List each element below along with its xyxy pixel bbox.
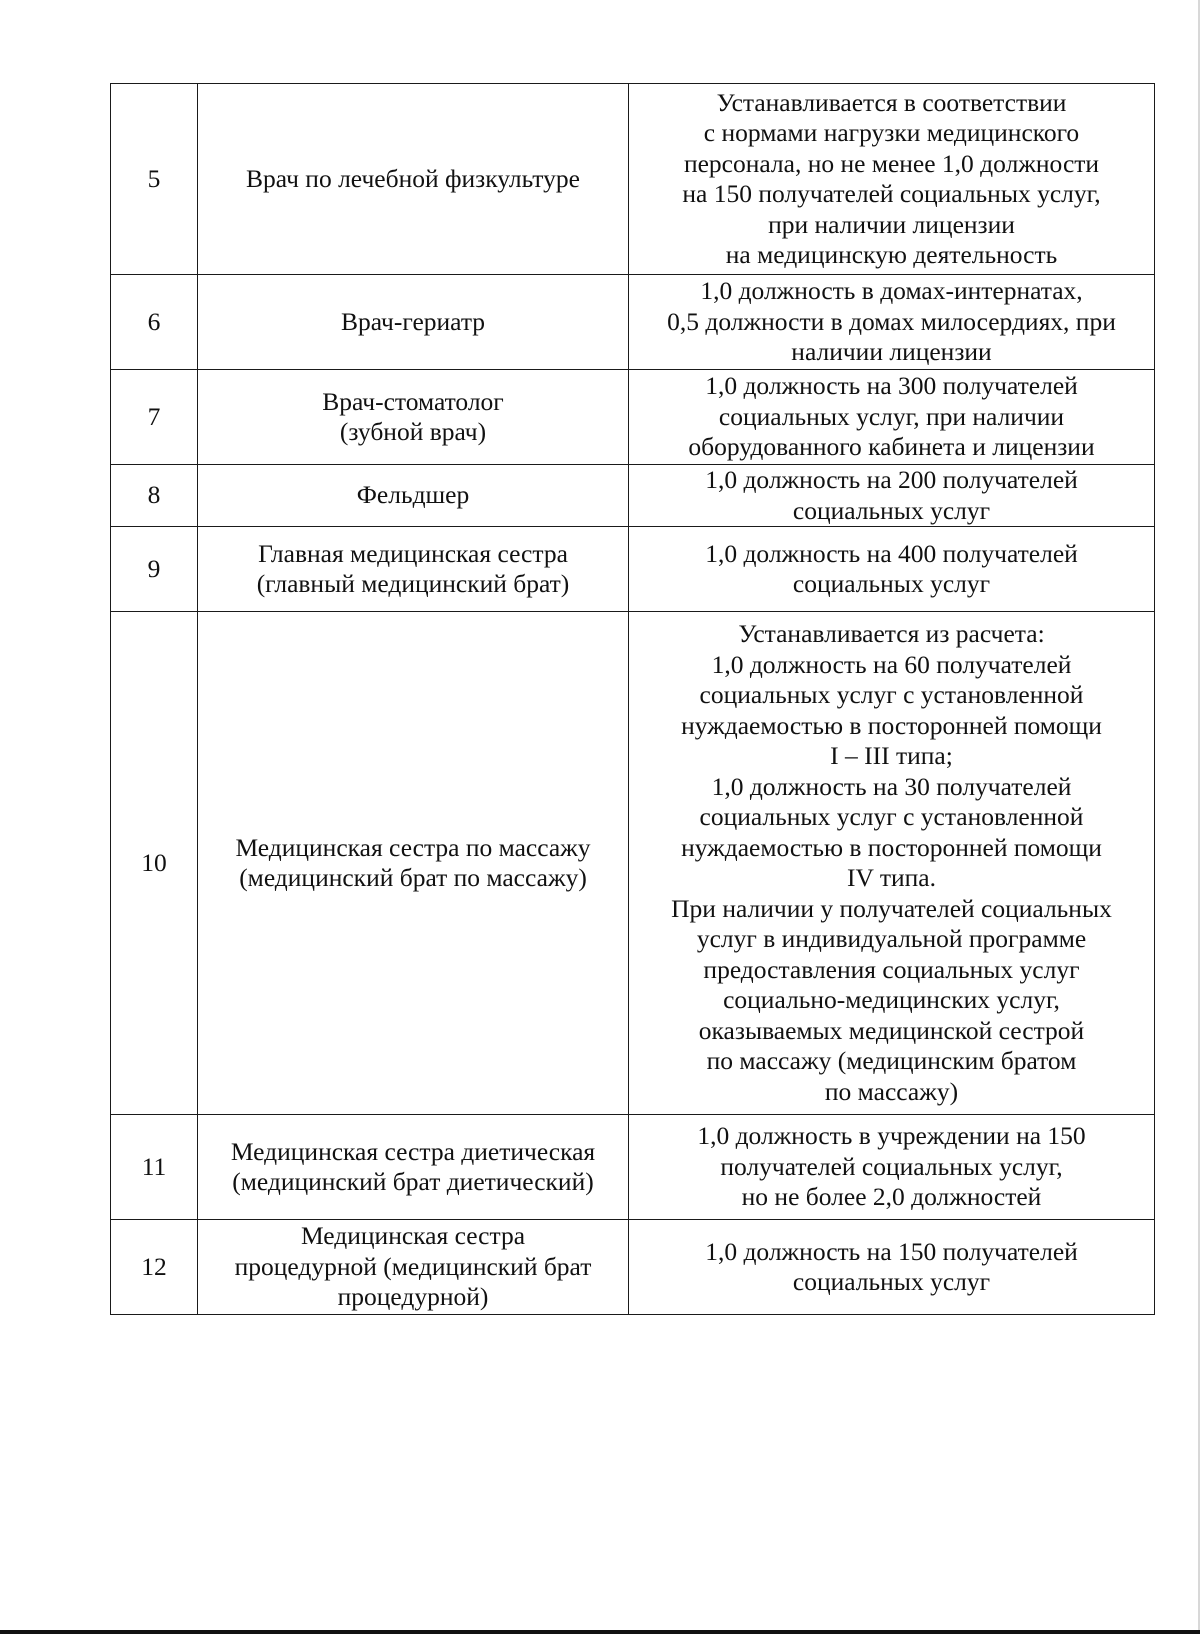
table-row	[111, 275, 1155, 370]
staffing-norm: 1,0 должность на 200 получателей социальных услуг	[629, 465, 1155, 527]
row-number: 7	[111, 370, 198, 465]
position-title: Фельдшер	[198, 465, 629, 527]
table-row	[111, 370, 1155, 465]
staffing-norms-table	[110, 83, 1155, 1315]
position-title: Врач-стоматолог (зубной врач)	[198, 370, 629, 465]
table-row	[111, 1220, 1155, 1315]
position-title: Медицинская сестра диетическая (медицинский брат диетический)	[198, 1115, 629, 1220]
position-title: Врач-гериатр	[198, 275, 629, 370]
row-number: 8	[111, 465, 198, 527]
position-title: Медицинская сестра по массажу (медицинский брат по массажу)	[198, 612, 629, 1115]
scan-bottom-edge	[0, 1630, 1200, 1634]
staffing-norm: Устанавливается в соответствии с нормами нагрузки медицинского персонала, но не менее 1,0 должности на 150 получателей социальных услуг, при наличии лицензии на медицинскую деятельность	[629, 84, 1155, 275]
staffing-norm: 1,0 должность на 400 получателей социальных услуг	[629, 527, 1155, 612]
position-title: Медицинская сестра процедурной (медицинский брат процедурной)	[198, 1220, 629, 1315]
staffing-norm: Устанавливается из расчета: 1,0 должность на 60 получателей социальных услуг с установленной нуждаемостью в посторонней помощи I – III типа; 1,0 должность на 30 получателей социальных услуг с установленной нуждаемостью в посторонней помощи IV типа. При наличии у получателей социальных услуг в индивидуальной программе предоставления социальных услуг социально-медицинских услуг, оказываемых медицинской сестрой по массажу (медицинским братом по массажу)	[629, 612, 1155, 1115]
position-title: Врач по лечебной физкультуре	[198, 84, 629, 275]
row-number: 10	[111, 612, 198, 1115]
row-number: 9	[111, 527, 198, 612]
staffing-norm: 1,0 должность на 300 получателей социальных услуг, при наличии оборудованного кабинета и лицензии	[629, 370, 1155, 465]
row-number: 6	[111, 275, 198, 370]
table-row	[111, 612, 1155, 1115]
row-number: 5	[111, 84, 198, 275]
row-number: 12	[111, 1220, 198, 1315]
position-title: Главная медицинская сестра (главный медицинский брат)	[198, 527, 629, 612]
table-row	[111, 84, 1155, 275]
table-row	[111, 527, 1155, 612]
staffing-norm: 1,0 должность в учреждении на 150 получателей социальных услуг, но не более 2,0 должностей	[629, 1115, 1155, 1220]
table-row	[111, 465, 1155, 527]
table-row	[111, 1115, 1155, 1220]
staffing-norm: 1,0 должность в домах-интернатах, 0,5 должности в домах милосердиях, при наличии лицензии	[629, 275, 1155, 370]
row-number: 11	[111, 1115, 198, 1220]
staffing-norm: 1,0 должность на 150 получателей социальных услуг	[629, 1220, 1155, 1315]
